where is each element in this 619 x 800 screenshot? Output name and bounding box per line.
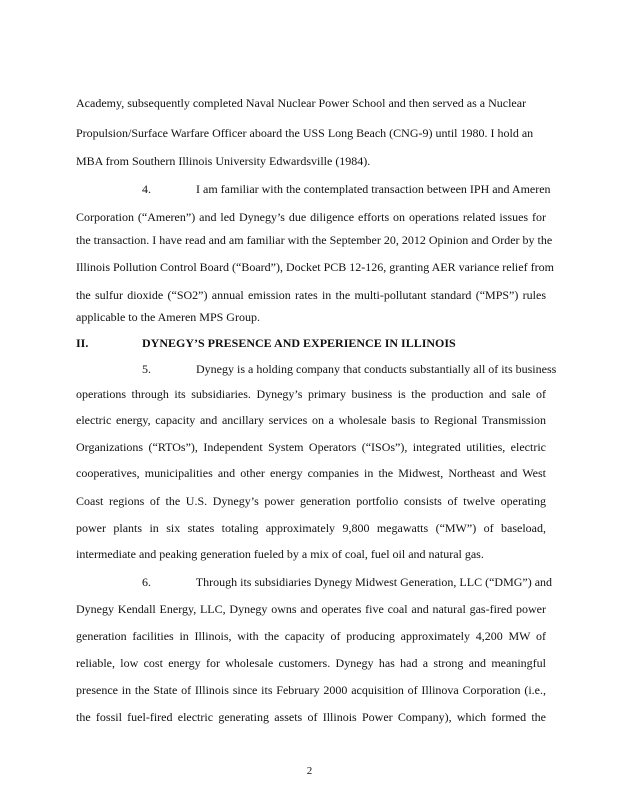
paragraph-5-line: intermediate and peaking generation fueled by a mix of coal, fuel oil and natural gas. bbox=[76, 547, 484, 561]
paragraph-5-line: cooperatives, municipalities and other energy companies in the Midwest, Northeast and West bbox=[76, 466, 546, 480]
paragraph-5-line: electric energy, capacity and ancillary services on a wholesale basis to Regional Transmission bbox=[76, 413, 546, 427]
paragraph-text: Through its subsidiaries Dynegy Midwest Generation, LLC (“DMG”) and bbox=[195, 575, 553, 589]
paragraph-5-first-line bbox=[142, 362, 557, 376]
paragraph-number: 4. bbox=[142, 182, 151, 196]
intro-line: MBA from Southern Illinois University Edwardsville (1984). bbox=[76, 154, 371, 168]
paragraph-6-line: the fossil fuel-fired electric generating assets of Illinois Power Company), which formed the bbox=[76, 710, 546, 724]
paragraph-number: 5. bbox=[142, 362, 151, 376]
paragraph-4-first-line bbox=[142, 182, 551, 196]
intro-line: Academy, subsequently completed Naval Nuclear Power School and then served as a Nuclear bbox=[76, 96, 527, 110]
intro-line: Propulsion/Surface Warfare Officer aboard the USS Long Beach (CNG-9) until 1980. I hold an bbox=[76, 126, 534, 140]
paragraph-5-line: power plants in six states totaling approximately 9,800 megawatts (“MW”) of baseload, bbox=[76, 521, 546, 535]
paragraph-4-line: Illinois Pollution Control Board (“Board”), Docket PCB 12-126, granting AER variance relief from bbox=[76, 260, 554, 274]
paragraph-text: Dynegy is a holding company that conducts substantially all of its business bbox=[196, 362, 557, 376]
paragraph-6-line: Dynegy Kendall Energy, LLC, Dynegy owns and operates five coal and natural gas-fired power bbox=[76, 602, 546, 616]
section-heading bbox=[76, 336, 546, 350]
paragraph-5-line: Coast regions of the U.S. Dynegy’s power generation portfolio consists of twelve operating bbox=[76, 494, 546, 508]
paragraph-6-first-line bbox=[142, 575, 553, 589]
page-number: 2 bbox=[306, 765, 313, 777]
section-number: II. bbox=[76, 336, 89, 350]
paragraph-4-line: applicable to the Ameren MPS Group. bbox=[76, 310, 260, 324]
paragraph-6-line: presence in the State of Illinois since its February 2000 acquisition of Illinova Corporation (i.e., bbox=[76, 683, 546, 697]
paragraph-5-line: operations through its subsidiaries. Dynegy’s primary business is the production and sale of bbox=[76, 387, 546, 401]
paragraph-4-line: Corporation (“Ameren”) and led Dynegy’s due diligence efforts on operations related issues for bbox=[76, 210, 546, 224]
paragraph-4-line: the transaction. I have read and am familiar with the September 20, 2012 Opinion and Order by the bbox=[76, 233, 553, 247]
paragraph-text: I am familiar with the contemplated transaction between IPH and Ameren bbox=[196, 182, 551, 196]
paragraph-4-line: the sulfur dioxide (“SO2”) annual emission rates in the multi-pollutant standard (“MPS”) rules bbox=[76, 288, 546, 302]
paragraph-5-line: Organizations (“RTOs”), Independent System Operators (“ISOs”), integrated utilities, electric bbox=[76, 440, 546, 454]
paragraph-6-line: reliable, low cost energy for wholesale customers. Dynegy has had a strong and meaningful bbox=[76, 656, 546, 670]
section-title: DYNEGY’S PRESENCE AND EXPERIENCE IN ILLINOIS bbox=[142, 336, 456, 350]
paragraph-number: 6. bbox=[142, 575, 151, 589]
paragraph-6-line: generation facilities in Illinois, with the capacity of producing approximately 4,200 MW of bbox=[76, 629, 546, 643]
